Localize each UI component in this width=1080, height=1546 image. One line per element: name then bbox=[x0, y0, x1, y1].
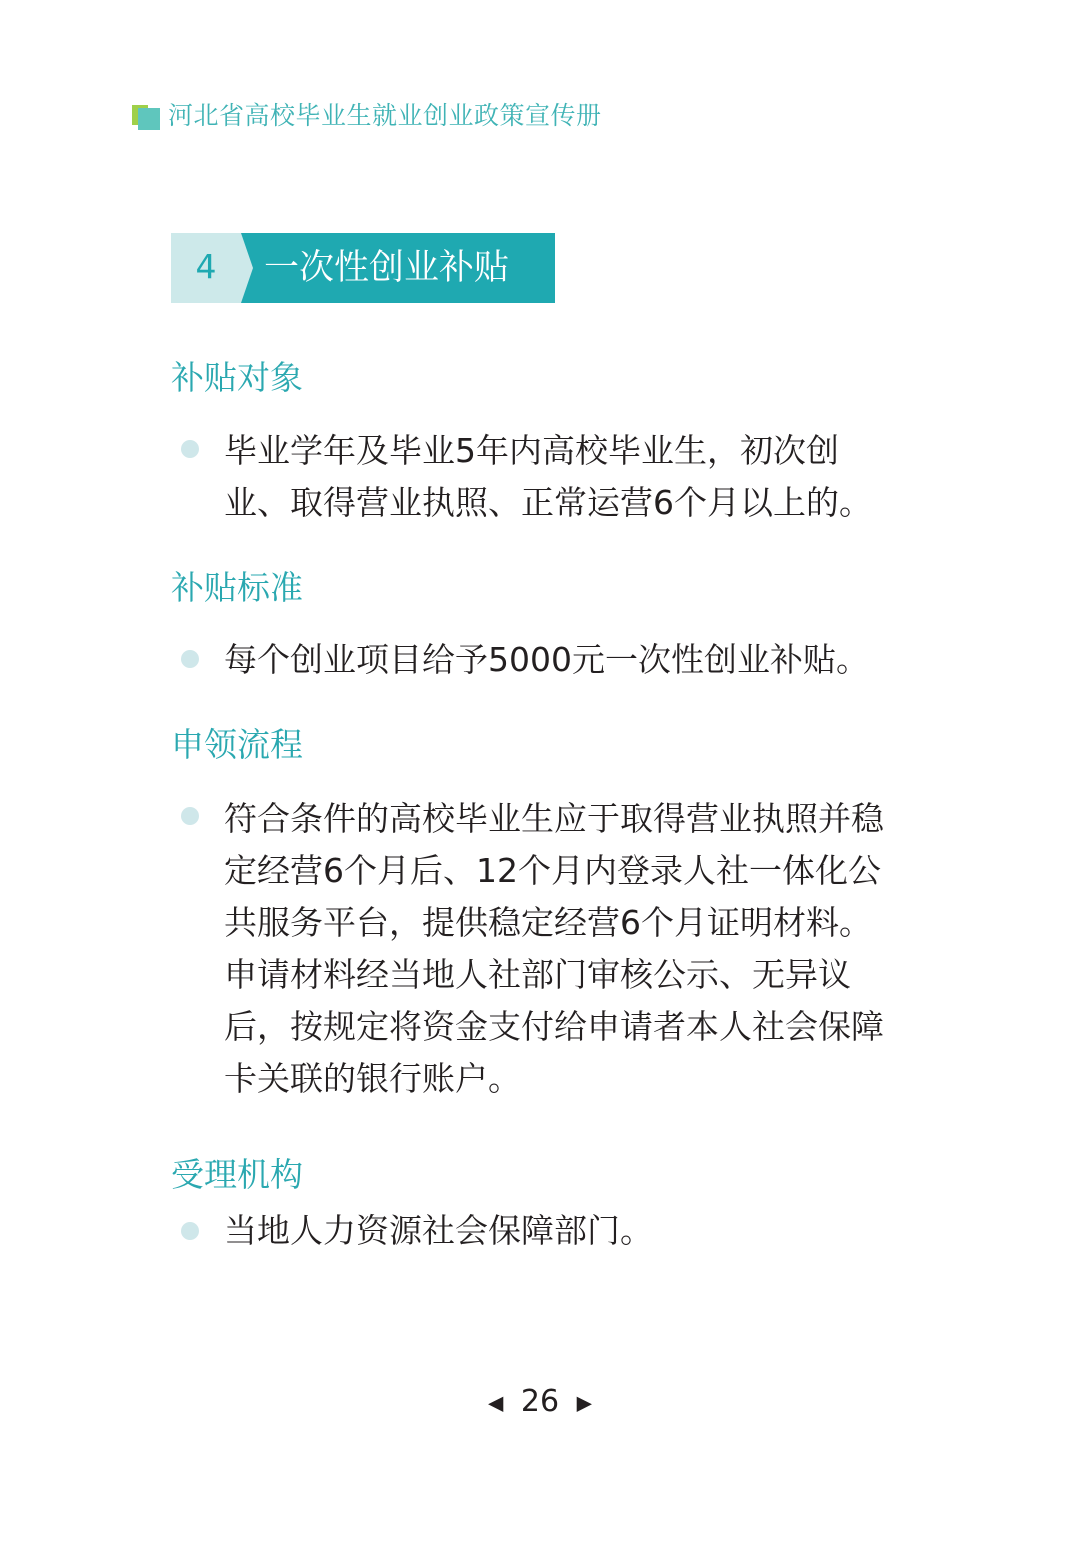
text-line: 当地人力资源社会保障部门。 bbox=[224, 1211, 653, 1250]
text-line: 卡关联的银行账户。 bbox=[224, 1059, 521, 1098]
text-line: 符合条件的高校毕业生应于取得营业执照并稳 bbox=[224, 799, 884, 838]
text-line: 每个创业项目给予5000元一次性创业补贴。 bbox=[224, 640, 869, 679]
heading-application-process: 申领流程 bbox=[171, 725, 303, 764]
booklet-title: 河北省高校毕业生就业创业政策宣传册 bbox=[168, 101, 602, 130]
text-line: 共服务平台，提供稳定经营6个月证明材料。 bbox=[224, 903, 872, 942]
section-banner bbox=[171, 233, 555, 303]
heading-subsidy-standard: 补贴标准 bbox=[171, 568, 303, 607]
page-number-value: 26 bbox=[520, 1384, 560, 1419]
triangle-left-icon: ◀ bbox=[487, 1390, 504, 1415]
text-line: 后，按规定将资金支付给申请者本人社会保障 bbox=[224, 1007, 884, 1046]
paragraph-application-process bbox=[224, 793, 884, 1105]
bullet-dot-icon bbox=[181, 650, 199, 668]
heading-accepting-agency: 受理机构 bbox=[171, 1155, 303, 1194]
document-header bbox=[132, 94, 602, 134]
section-title: 一次性创业补贴 bbox=[264, 248, 510, 288]
paragraph-subsidy-target bbox=[224, 425, 872, 529]
text-line: 毕业学年及毕业5年内高校毕业生，初次创 bbox=[224, 431, 839, 470]
text-line: 定经营6个月后、12个月内登录人社一体化公 bbox=[224, 851, 881, 890]
paragraph-accepting-agency bbox=[224, 1205, 653, 1257]
bullet-dot-icon bbox=[181, 807, 199, 825]
paragraph-subsidy-standard bbox=[224, 634, 869, 686]
text-line: 业、取得营业执照、正常运营6个月以上的。 bbox=[224, 483, 872, 522]
heading-subsidy-target: 补贴对象 bbox=[171, 358, 303, 397]
bullet-dot-icon bbox=[181, 440, 199, 458]
text-line: 申请材料经当地人社部门审核公示、无异议 bbox=[224, 955, 851, 994]
brand-logo-icon bbox=[132, 99, 162, 129]
page-number bbox=[0, 1382, 1080, 1423]
bullet-dot-icon bbox=[181, 1222, 199, 1240]
section-number: 4 bbox=[195, 247, 217, 286]
triangle-right-icon: ▶ bbox=[576, 1390, 593, 1415]
